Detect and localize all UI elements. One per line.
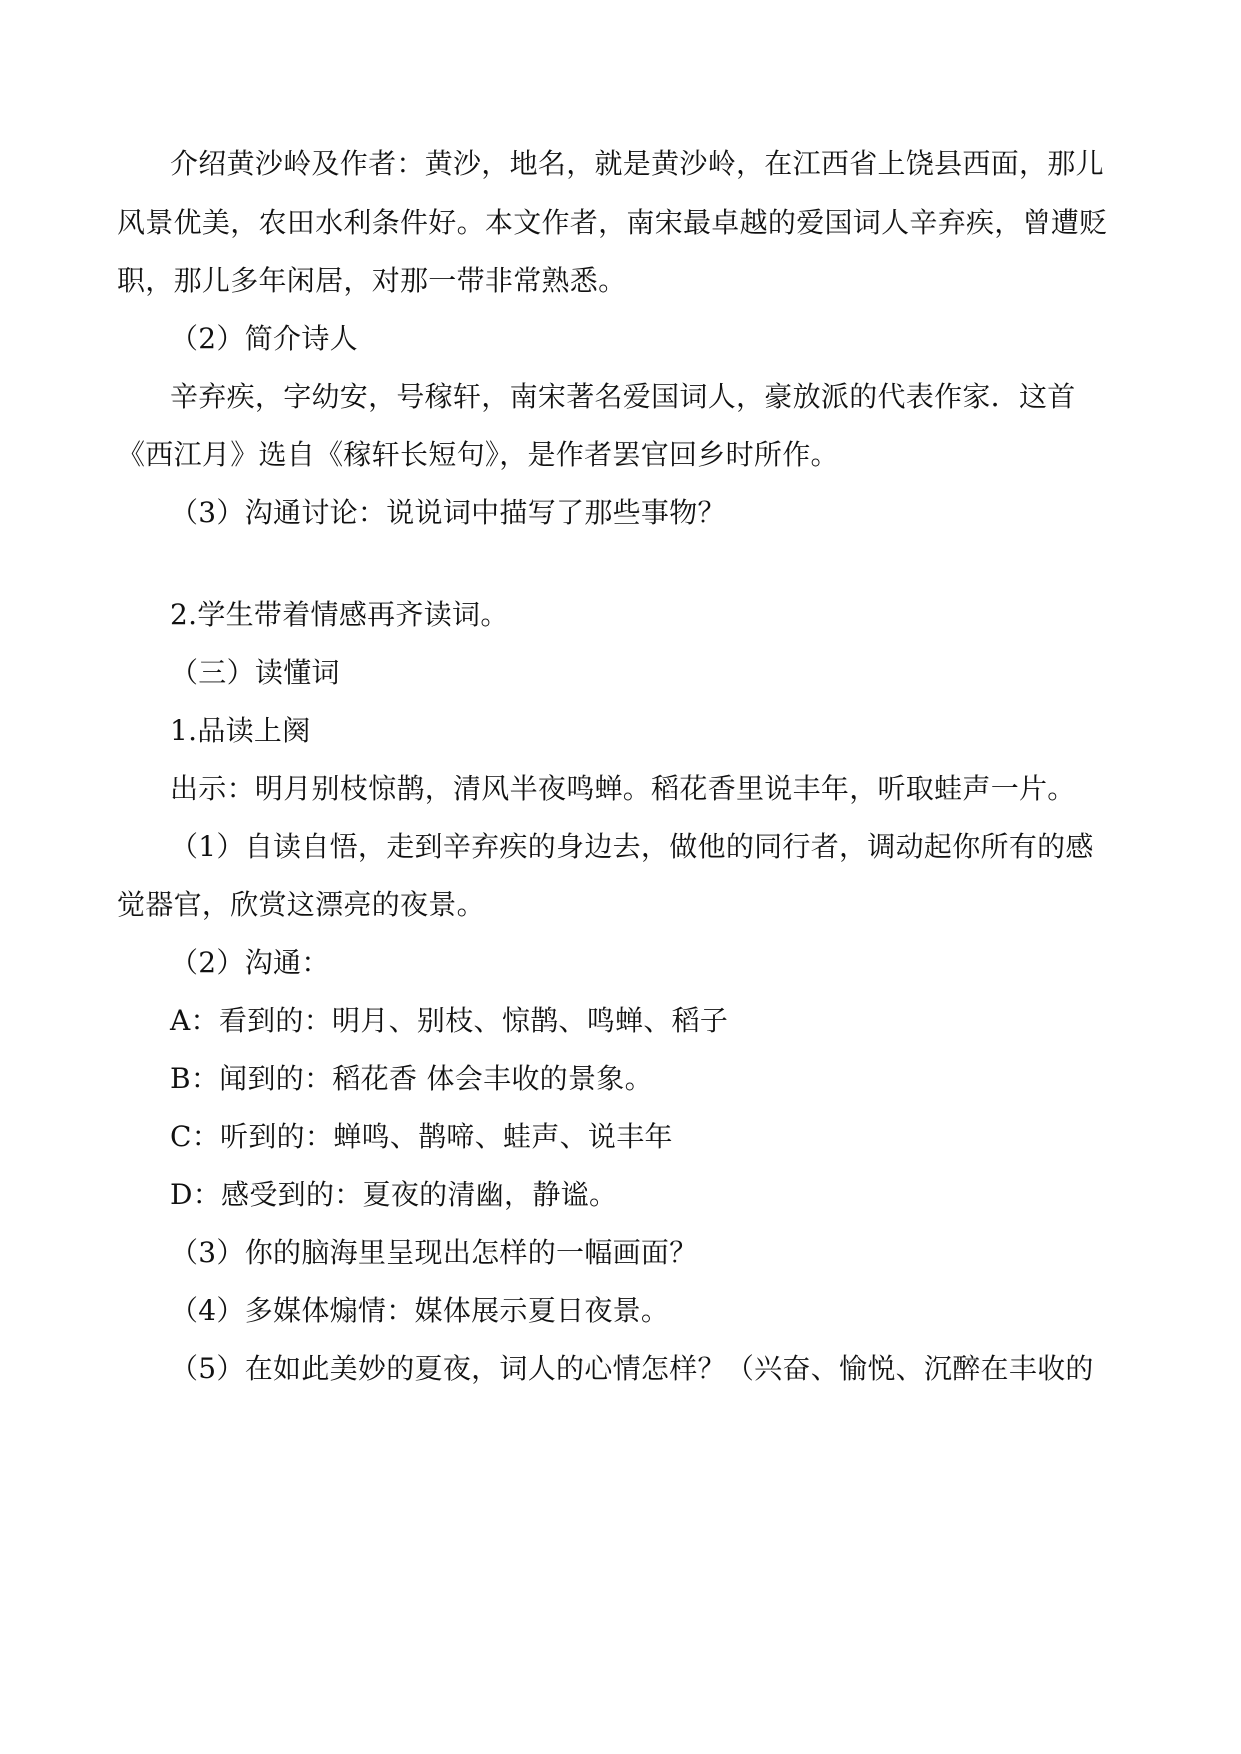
item-b: B：闻到的：稻花香 体会丰收的景象。 [170,1062,653,1095]
question-4-line: （4）多媒体煽情：媒体展示夏日夜景。 [170,1294,670,1327]
read-aloud-line: 2.学生带着情感再齐读词。 [170,598,509,631]
poet-line-1: 辛弃疾，字幼安，号稼轩，南宋著名爱国词人，豪放派的代表作家．这首 [170,380,1076,413]
discussion-line: （3）沟通讨论：说说词中描写了那些事物？ [170,496,726,529]
intro-line-2: 风景优美，农田水利条件好。本文作者，南宋最卓越的爱国词人辛弃疾，曾遭贬 [117,206,1108,239]
item-d: D：感受到的：夏夜的清幽，静谧。 [170,1178,618,1211]
intro-line-3: 职，那儿多年闲居，对那一带非常熟悉。 [117,264,627,297]
poem-display-line: 出示：明月别枝惊鹊，清风半夜鸣蝉。稻花香里说丰年，听取蛙声一片。 [170,772,1076,805]
poet-line-2: 《西江月》选自《稼轩长短句》，是作者罢官回乡时所作。 [117,438,839,471]
heading-poet-intro: （2）简介诗人 [170,322,358,355]
self-study-line-1: （1）自读自悟，走到辛弃疾的身边去，做他的同行者，调动起你所有的感 [170,830,1094,863]
item-c: C：听到的：蝉鸣、鹊啼、蛙声、说丰年 [170,1120,673,1153]
question-5-line: （5）在如此美妙的夏夜，词人的心情怎样？（兴奋、愉悦、沉醉在丰收的 [170,1352,1094,1385]
communicate-heading: （2）沟通： [170,946,330,979]
self-study-line-2: 觉器官，欣赏这漂亮的夜景。 [117,888,485,921]
subsection-heading: 1.品读上阕 [170,714,311,747]
intro-line-1: 介绍黄沙岭及作者：黄沙，地名，就是黄沙岭，在江西省上饶县西面，那儿 [170,147,1104,180]
item-a: A：看到的：明月、别枝、惊鹊、鸣蝉、稻子 [170,1004,729,1037]
question-3-line: （3）你的脑海里呈现出怎样的一幅画面？ [170,1236,698,1269]
section-heading: （三）读懂词 [170,656,340,689]
